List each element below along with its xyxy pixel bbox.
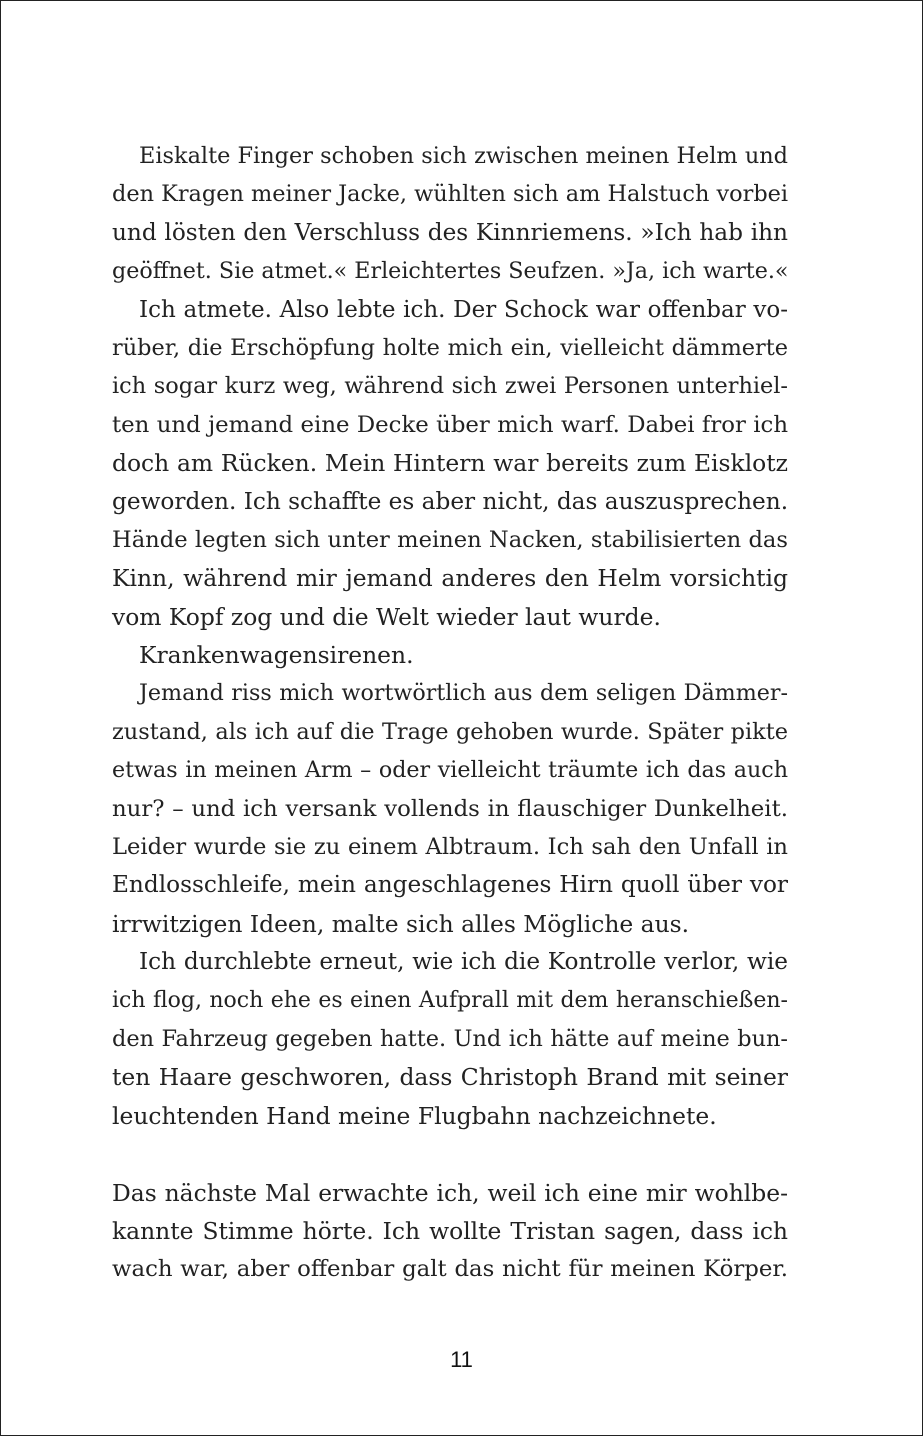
text-line: doch am Rücken. Mein Hintern war bereits zum Eisklotz bbox=[112, 449, 788, 478]
text-line: etwas in meinen Arm – oder vielleicht träumte ich das auch bbox=[112, 757, 788, 784]
text-line: kannte Stimme hörte. Ich wollte Tristan sagen, dass ich bbox=[112, 1216, 788, 1245]
paragraph bbox=[112, 674, 788, 943]
text-line: Kinn, während mir jemand anderes den Helm vorsichtig bbox=[112, 564, 788, 593]
paragraph bbox=[112, 943, 788, 1135]
text-line: Jemand riss mich wortwörtlich aus dem seligen Dämmer- bbox=[139, 680, 788, 707]
section-break bbox=[112, 1135, 788, 1173]
text-line: ten und jemand eine Decke über mich warf. Dabei fror ich bbox=[112, 411, 788, 438]
text-line: ich sogar kurz weg, während sich zwei Personen unterhiel- bbox=[112, 373, 788, 400]
text-line: wach war, aber offenbar galt das nicht für meinen Körper. bbox=[112, 1256, 788, 1283]
body-text bbox=[112, 137, 788, 1289]
text-line: Ich atmete. Also lebte ich. Der Schock war offenbar vo- bbox=[139, 296, 788, 323]
text-line: irrwitzigen Ideen, malte sich alles Mögliche aus. bbox=[112, 909, 690, 938]
text-line: geworden. Ich schaffte es aber nicht, das auszusprechen. bbox=[112, 487, 789, 515]
text-line: und lösten den Verschluss des Kinnriemens. »Ich hab ihn bbox=[112, 218, 788, 246]
text-line: Leider wurde sie zu einem Albtraum. Ich sah den Unfall in bbox=[112, 834, 788, 861]
paragraph bbox=[112, 291, 788, 637]
text-line: geöffnet. Sie atmet.« Erleichtertes Seufzen. »Ja, ich warte.« bbox=[112, 258, 789, 285]
paragraph bbox=[112, 636, 788, 674]
text-line: rüber, die Erschöpfung holte mich ein, vielleicht dämmerte bbox=[112, 334, 788, 361]
text-line: ich flog, noch ehe es einen Aufprall mit dem heranschießen- bbox=[112, 987, 788, 1013]
text-line: Krankenwagensirenen. bbox=[139, 641, 414, 670]
text-line: Endlosschleife, mein angeschlagenes Hirn quoll über vor bbox=[112, 871, 788, 899]
paragraph bbox=[112, 1174, 788, 1289]
text-line: Eiskalte Finger schoben sich zwischen meinen Helm und bbox=[139, 143, 788, 169]
paragraph bbox=[112, 137, 788, 291]
text-line: leuchtenden Hand meine Flugbahn nachzeichnete. bbox=[112, 1101, 717, 1130]
text-line: ten Haare geschworen, dass Christoph Brand mit seiner bbox=[112, 1063, 788, 1092]
text-line: vom Kopf zog und die Welt wieder laut wurde. bbox=[112, 602, 661, 631]
text-line: nur? – und ich versank vollends in flauschiger Dunkelheit. bbox=[112, 795, 788, 822]
text-line: den Kragen meiner Jacke, wühlten sich am Halstuch vorbei bbox=[112, 181, 789, 208]
text-line: den Fahrzeug gegeben hatte. Und ich hätte auf meine bun- bbox=[112, 1025, 788, 1052]
text-line: Hände legten sich unter meinen Nacken, stabilisierten das bbox=[112, 526, 788, 553]
page-number: 11 bbox=[450, 1347, 473, 1372]
text-line: Das nächste Mal erwachte ich, weil ich eine mir wohlbe- bbox=[112, 1178, 788, 1207]
text-line: zustand, als ich auf die Trage gehoben wurde. Später pikte bbox=[112, 718, 788, 745]
text-line: Ich durchlebte erneut, wie ich die Kontrolle verlor, wie bbox=[139, 948, 788, 976]
